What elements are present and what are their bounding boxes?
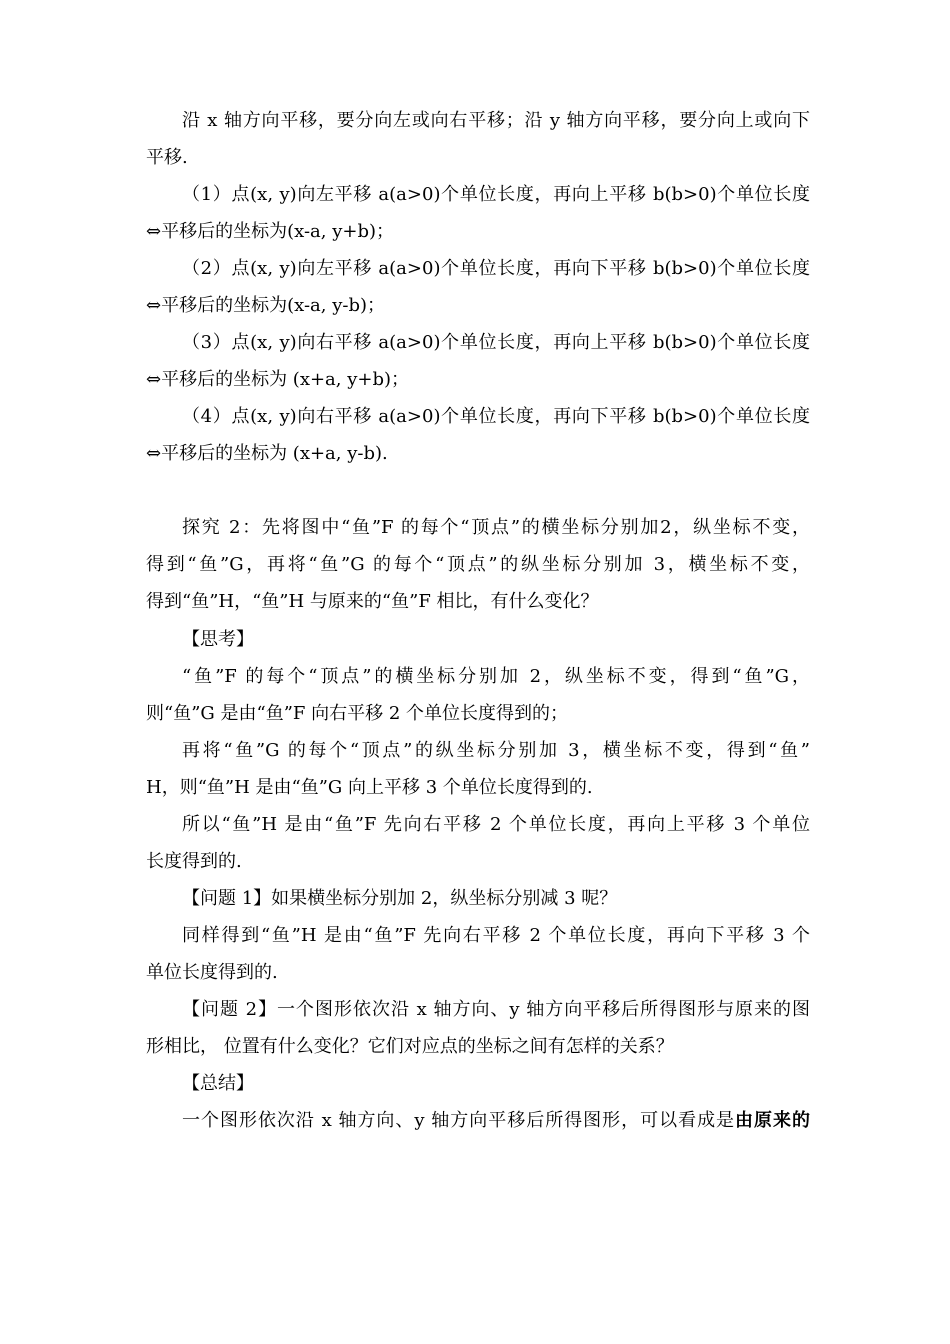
- section-heading: 【总结】: [182, 1073, 254, 1094]
- question-line: 【问题 2】一个图形依次沿 x 轴方向、y 轴方向平移后所得图形与原来的图: [182, 999, 810, 1020]
- paragraph-line: 平移.: [146, 147, 188, 168]
- paragraph-line: 单位长度得到的.: [146, 962, 278, 983]
- question-line: 【问题 1】如果横坐标分别加 2，纵坐标分别减 3 呢？: [182, 888, 618, 909]
- paragraph-line: 得到“鱼”H，“鱼”H 与原来的“鱼”F 相比，有什么变化？: [146, 591, 599, 612]
- paragraph-line: [182, 1109, 810, 1133]
- paragraph-line: 形相比， 位置有什么变化？它们对应点的坐标之间有怎样的关系？: [146, 1036, 674, 1057]
- paragraph-line: 长度得到的.: [146, 851, 242, 872]
- paragraph-line: “鱼”F 的每个“顶点”的横坐标分别加 2，纵坐标不变，得到“鱼”G，: [182, 666, 810, 687]
- section-heading: 【思考】: [182, 629, 254, 650]
- paragraph-text: 一个图形依次沿 x 轴方向、y 轴方向平移后所得图形，可以看成是: [182, 1110, 736, 1131]
- paragraph-line: 同样得到“鱼”H 是由“鱼”F 先向右平移 2 个单位长度，再向下平移 3 个: [182, 925, 810, 946]
- paragraph-line: （1）点(x, y)向左平移 a(a>0)个单位长度，再向上平移 b(b>0)个单位长度: [182, 184, 810, 205]
- paragraph-line: H，则“鱼”H 是由“鱼”G 向上平移 3 个单位长度得到的.: [146, 777, 593, 798]
- paragraph-line: 所以“鱼”H 是由“鱼”F 先向右平移 2 个单位长度，再向上平移 3 个单位: [182, 814, 810, 835]
- paragraph-line: 则“鱼”G 是由“鱼”F 向右平移 2 个单位长度得到的；: [146, 703, 569, 724]
- bold-text: 由原来的: [735, 1110, 811, 1131]
- paragraph-line: 探究 2：先将图中“鱼”F 的每个“顶点”的横坐标分别加2，纵坐标不变，: [182, 517, 810, 538]
- paragraph-line: ⇔平移后的坐标为 (x+a, y-b).: [146, 443, 388, 464]
- paragraph-line: 再将“鱼”G 的每个“顶点”的纵坐标分别加 3，横坐标不变，得到“鱼”: [182, 740, 810, 761]
- paragraph-line: ⇔平移后的坐标为(x-a, y+b)；: [146, 221, 394, 242]
- paragraph-line: ⇔平移后的坐标为 (x+a, y+b)；: [146, 369, 410, 390]
- paragraph-line: （4）点(x, y)向右平移 a(a>0)个单位长度，再向下平移 b(b>0)个单位长度: [182, 406, 810, 427]
- paragraph-line: 沿 x 轴方向平移，要分向左或向右平移；沿 y 轴方向平移，要分向上或向下: [182, 110, 810, 131]
- paragraph-line: 得到“鱼”G，再将“鱼”G 的每个“顶点”的纵坐标分别加 3，横坐标不变，: [146, 554, 810, 575]
- paragraph-line: （2）点(x, y)向左平移 a(a>0)个单位长度，再向下平移 b(b>0)个单位长度: [182, 258, 810, 279]
- paragraph-line: （3）点(x, y)向右平移 a(a>0)个单位长度，再向上平移 b(b>0)个单位长度: [182, 332, 810, 353]
- paragraph-line: ⇔平移后的坐标为(x-a, y-b)；: [146, 295, 385, 316]
